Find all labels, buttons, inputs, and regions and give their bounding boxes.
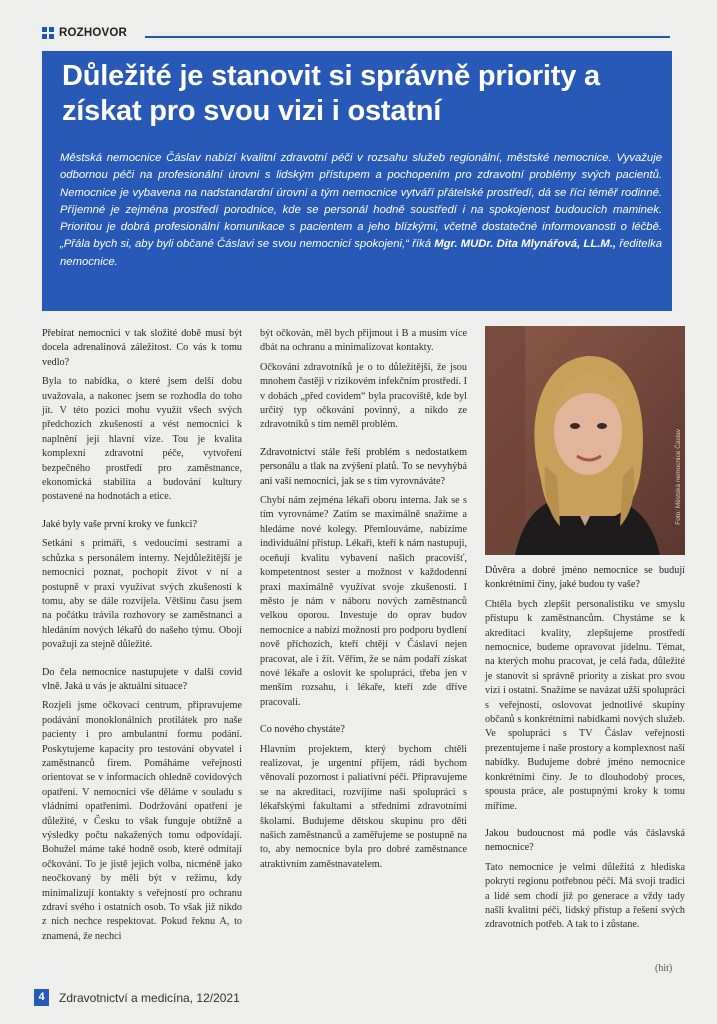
section-label bbox=[42, 27, 127, 39]
page-footer bbox=[34, 989, 240, 1006]
interview-answer: Setkání s primáři, s vedoucími sestrami a schůzka s personálem interny. Nejdůležitější je nemocnici poznat, pochopit život v ní a postupně v praxi využívat svých zkušeností k tomu, aby se dále rozvíjela. Většinu času jsem na počátku trávila rozhovory se zaměstnanci a hledáním nových lékařů do našeho týmu. Obojí považuji za stejně důležité. bbox=[42, 538, 242, 651]
article-headline: Důležité je stanovit si správně priority a získat pro svou vizi i ostatní bbox=[62, 60, 600, 127]
interview-question: Jakou budoucnost má podle vás čáslavská nemocnice? bbox=[485, 827, 685, 854]
article-lead bbox=[60, 150, 662, 271]
lead-interviewee-name: Mgr. MUDr. Dita Mlynářová, LL.M., bbox=[434, 238, 617, 251]
paragraph-gap bbox=[260, 715, 467, 723]
lead-text: Městská nemocnice Čáslav nabízí kvalitní zdravotní péči v rozsahu služeb regionální, městské nemocnice. Vyvažuje odbornou péči na profesionální úrovni s lidským přístupem a pochopením pro zdravotní problémy svých pacientů. Nemocnice je vybavena na nadstandardní úrovni a tým nemocnice vytváří přátelské prostředí, dá se říci téměř rodinné. Příjemné je zejména prostředí porodnice, kde se personál hodně soustředí i na spokojenost budoucích maminek. Prioritou je dobrá profesionální komunikace s pacientem a jeho blízkými, včetně dostatečné informovanosti o léčbě. „Přála bych si, aby byli občané Čáslavi se svou nemocnicí spokojeni,“ říká bbox=[60, 152, 662, 251]
page-number: 4 bbox=[34, 989, 49, 1006]
lead-interviewee-role: ředitelka nemocnice. bbox=[60, 238, 663, 268]
headline-box bbox=[42, 51, 672, 311]
portrait-illustration bbox=[485, 326, 685, 555]
author-signature: (hit) bbox=[655, 963, 673, 974]
interview-question: Co nového chystáte? bbox=[260, 724, 345, 736]
interview-answer: Očkování zdravotníků je o to důležitější, že jsou mnohem častěji v rizikovém infekčním prostředí. I v dobách „před covidem“ byla pracoviště, kde byl určitý typ očkování povinný, a nikdo ze zdravotníků s tím neměl problém. bbox=[260, 361, 467, 431]
section-title: ROZHOVOR bbox=[59, 27, 128, 39]
interview-answer: Tato nemocnice je velmi důležitá z hlediska pokrytí regionu potřebnou péčí. Má svoji tradici a lidé sem chodí již po generace a vždy tady našli kvalitní péči, lidský přístup a řešení svých zdravotních potřeb. A tak to i zůstane. bbox=[485, 861, 685, 931]
interview-answer: Hlavním projektem, který bychom chtěli realizovat, je urgentní příjem, rádi bychom věnovali pozornost i paliativní péči. Připravujeme se na akreditaci, rozvíjíme naši spolupráci s lékařskými fakultami a středními zdravotními školami. Budujeme dětskou skupinu pro děti našich zaměstnanců a zaměřujeme se postupně na to, aby nemocnice byla pro dobré zaměstnance atraktivním zaměstnavatelem. bbox=[260, 743, 467, 870]
paragraph-gap bbox=[260, 438, 467, 446]
interview-answer: Chybí nám zejména lékaři oboru interna. Jak se s tím vyrovnáme? Zatím se maximálně snažíme a hledáme nové kolegy. Přemlouváme, nabízíme individuální přístup. Lékaři, kteří k nám nastupují, oceňují kvalitu vybavení našich pracovišť, kompetentnost sester a možnost v každodenní praxi maximálně využívat svoje zkušenosti. I město je nám v náboru nových zaměstnanců velkou oporou. Investuje do oprav budov nemocnice a nabízí možnosti pro podporu bydlení nově příchozích, kteří chtějí v Čáslavi nejen pracovat, ale i žít. Věřím, že se nám podaří získat nové lékaře a oslovit ke spolupráci, třeba jen v menším rozsahu, i lékaře, kteří zde dříve pracovali. bbox=[260, 495, 467, 708]
column-2 bbox=[260, 327, 467, 877]
interview-question: Do čela nemocnice nastupujete v další covid vlně. Jaká u vás je aktuální situace? bbox=[42, 666, 242, 692]
interview-question: Zdravotnictví stále řeší problém s nedostatkem personálu a tlak na zvýšení platů. To se nevyhýbá ani vaší nemocnici, jak se s tím vyrovnáváte? bbox=[260, 446, 467, 487]
photo-credit: Foto: Městská nemocnice Čáslav bbox=[675, 429, 682, 525]
interview-answer: být očkován, měl bych přijmout i B a musím více dbát na ochranu a minimalizovat kontakty. bbox=[260, 328, 467, 354]
paragraph-gap bbox=[485, 819, 685, 827]
grid-icon bbox=[42, 27, 54, 39]
portrait-photo bbox=[485, 326, 685, 555]
interview-question: Důvěra a dobré jméno nemocnice se budují konkrétními činy, jaké budou ty vaše? bbox=[485, 565, 685, 591]
paragraph-gap bbox=[42, 658, 242, 666]
paragraph-gap bbox=[42, 510, 242, 518]
interview-answer: Rozjeli jsme očkovací centrum, připravujeme podávání monoklonálních protilátek pro naše pacienty i pro ambulantní formu podání. Poskytujeme kapacity pro testování obyvatel i zaměstnanců firem. Pomáháme veřejnosti orientovat se v informacích ohledně covidových opatření. V nemocnici vše děláme v souladu s vládními opatřeními. Dodržování opatření je důležité, v Česku to však funguje obtížně a výsledky počtu nakažených tomu odpovídají. Bohužel máme také hodně osob, které odmítají očkování. To je jistě jejich volba, nicméně jako neočkovaný by měli být v režimu, kdy minimalizují kontakty s veřejností pro ochranu zdraví svého i ostatních osob. To však již nikdo z nich nechce respektovat. Pokud řeknu A, to znamená, že nechci bbox=[42, 700, 242, 942]
column-1 bbox=[42, 327, 242, 949]
interview-answer: Chtěla bych zlepšit personalistiku ve smyslu přístupu k zaměstnancům. Chystáme se k akreditaci kvality, zlepšujeme prostředí nemocnice, budeme opravovat jídelnu. Témat, na kterých mohu pracovat, je celá řada, důležité je stanovit si správně priority a získat pro svou vizi i ostatní. Snažíme se navázat užší spolupráci s veřejností, oslovovat jednotlivé skupiny občanů s konkrétními nabídkami nových služeb. Ve spolupráci s TV Čáslav veřejnosti prezentujeme i naše prostory a komplexnost naší nabídky. Budujeme dobré jméno nemocnice konkrétními činy. Je to dlouhodobý proces, spousta práce, ale postupnými kroky k tomu míříme. bbox=[485, 598, 685, 812]
interview-question: Jaké byly vaše první kroky ve funkci? bbox=[42, 518, 198, 530]
interview-question: Přebírat nemocnici v tak složité době musí být docela adrenalinová záležitost. Co vás k tomu vedlo? bbox=[42, 328, 242, 368]
section-rule bbox=[145, 36, 670, 38]
interview-answer: Byla to nabídka, o které jsem delší dobu uvažovala, a nakonec jsem se rozhodla do toho jít. V této pozici mohu využít všech svých předchozích zkušeností a vést nemocnici k naplnění její hlavní vize. Tou je kvalita komplexní zdravotní péče, vytvoření bezpečného prostředí pro zaměstnance, ekonomická stabilita a budování kultury postavené na hodnotách a etice. bbox=[42, 376, 242, 503]
publication-info: Zdravotnictví a medicína, 12/2021 bbox=[59, 990, 240, 1005]
column-3 bbox=[485, 564, 685, 938]
